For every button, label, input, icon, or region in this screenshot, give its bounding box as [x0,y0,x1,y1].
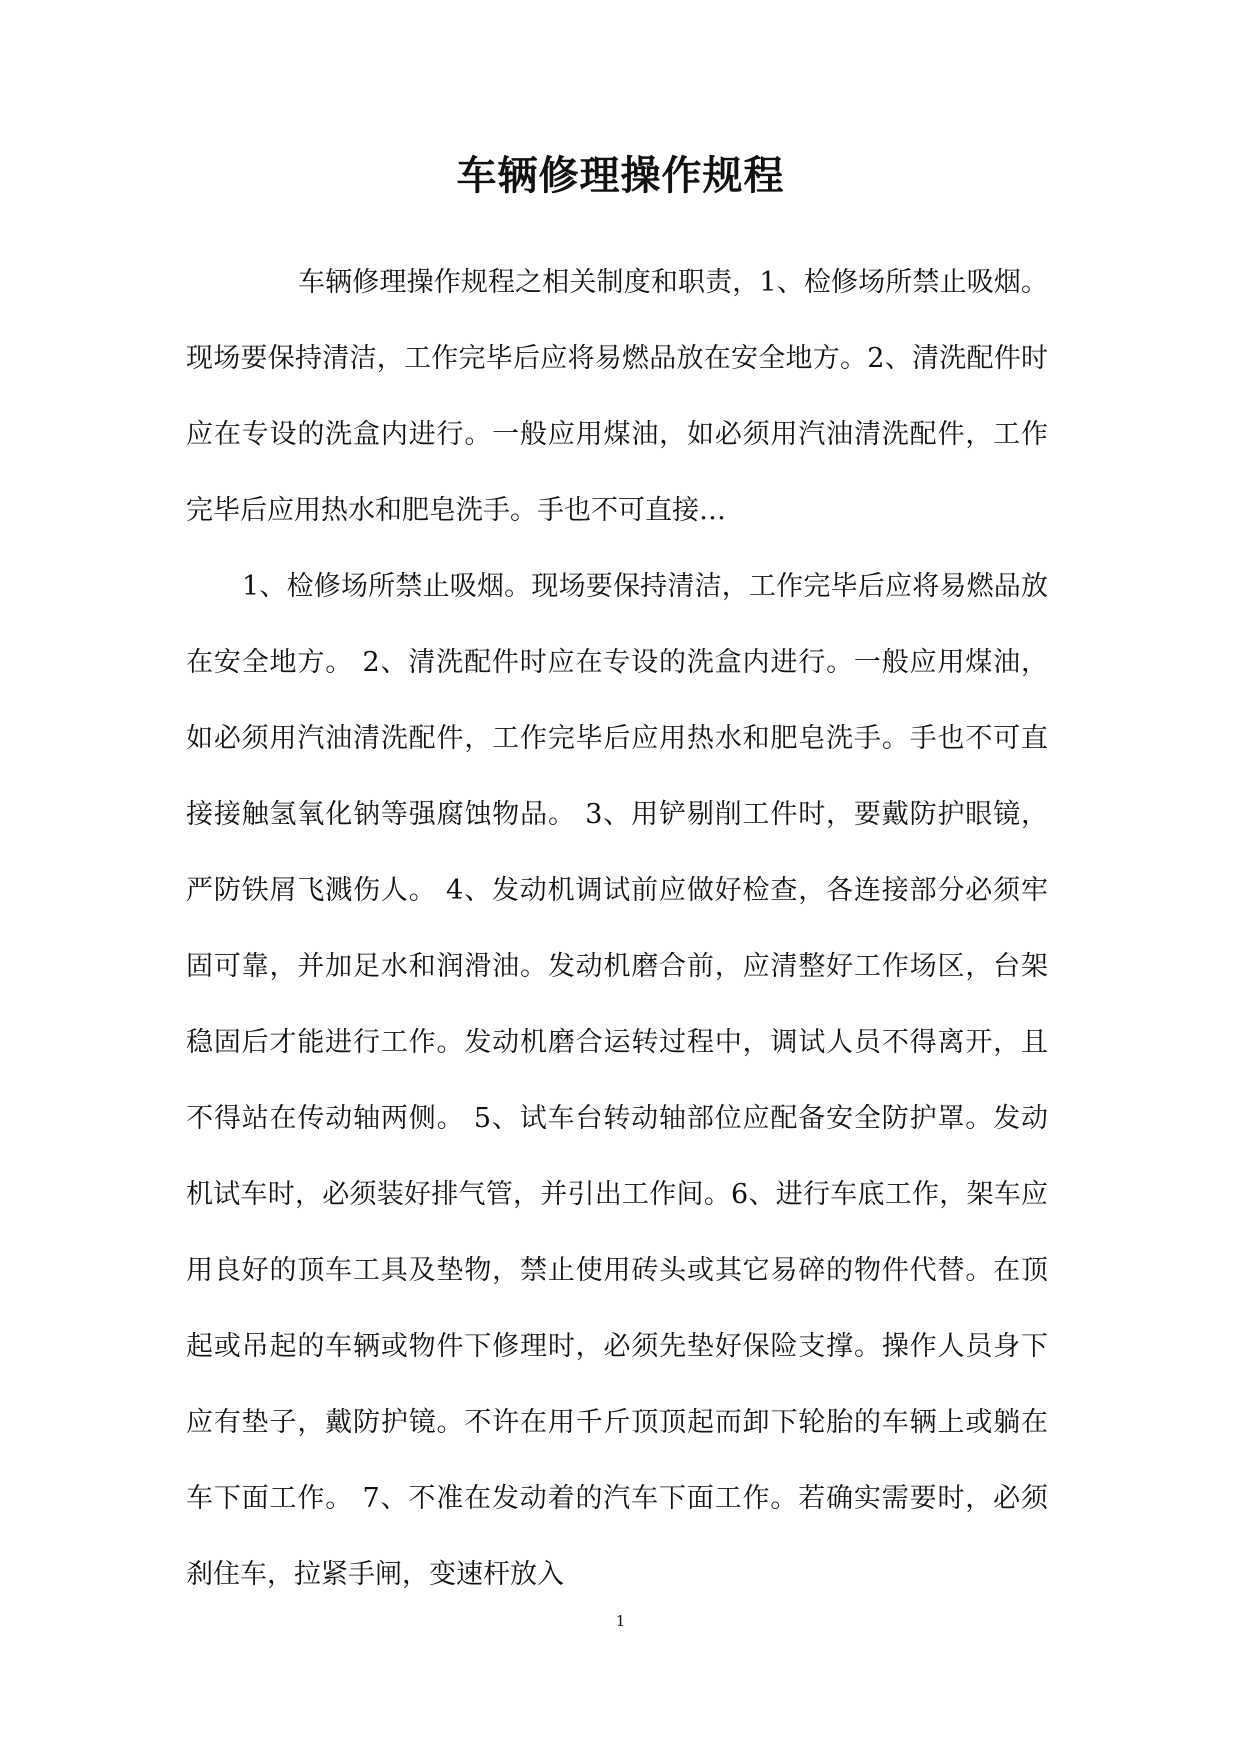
intro-paragraph: 车辆修理操作规程之相关制度和职责，1、检修场所禁止吸烟。现场要保持清洁，工作完毕后应将易燃品放在安全地方。2、清洗配件时应在专设的洗盒内进行。一般应用煤油，如必须用汽油清洗配件，工作完毕后应用热水和肥皂洗手。手也不可直接… [186,267,1048,526]
document-title: 车辆修理操作规程 [456,152,785,199]
document-body [186,245,1048,1613]
page-number: 1 [615,1612,626,1630]
main-paragraph: 1、检修场所禁止吸烟。现场要保持清洁，工作完毕后应将易燃品放在安全地方。 2、清洗配件时应在专设的洗盒内进行。一般应用煤油，如必须用汽油清洗配件，工作完毕后应用热水和肥皂洗手。手也不可直接接触氢氧化钠等强腐蚀物品。 3、用铲剔削工件时，要戴防护眼镜，严防铁屑飞溅伤人。 4、发动机调试前应做好检查，各连接部分必须牢固可靠，并加足水和润滑油。发动机磨合前，应清整好工作场区，台架稳固后才能进行工作。发动机磨合运转过程中，调试人员不得离开，且不得站在传动轴两侧。 5、试车台转动轴部位应配备安全防护罩。发动机试车时，必须装好排气管，并引出工作间。6、进行车底工作，架车应用良好的顶车工具及垫物，禁止使用砖头或其它易碎的物件代替。在顶起或吊起的车辆或物件下修理时，必须先垫好保险支撑。操作人员身下应有垫子，戴防护镜。不许在用千斤顶顶起而卸下轮胎的车辆上或躺在车下面工作。 7、不准在发动着的汽车下面工作。若确实需要时，必须刹住车，拉紧手闸，变速杆放入 [186,571,1048,1590]
